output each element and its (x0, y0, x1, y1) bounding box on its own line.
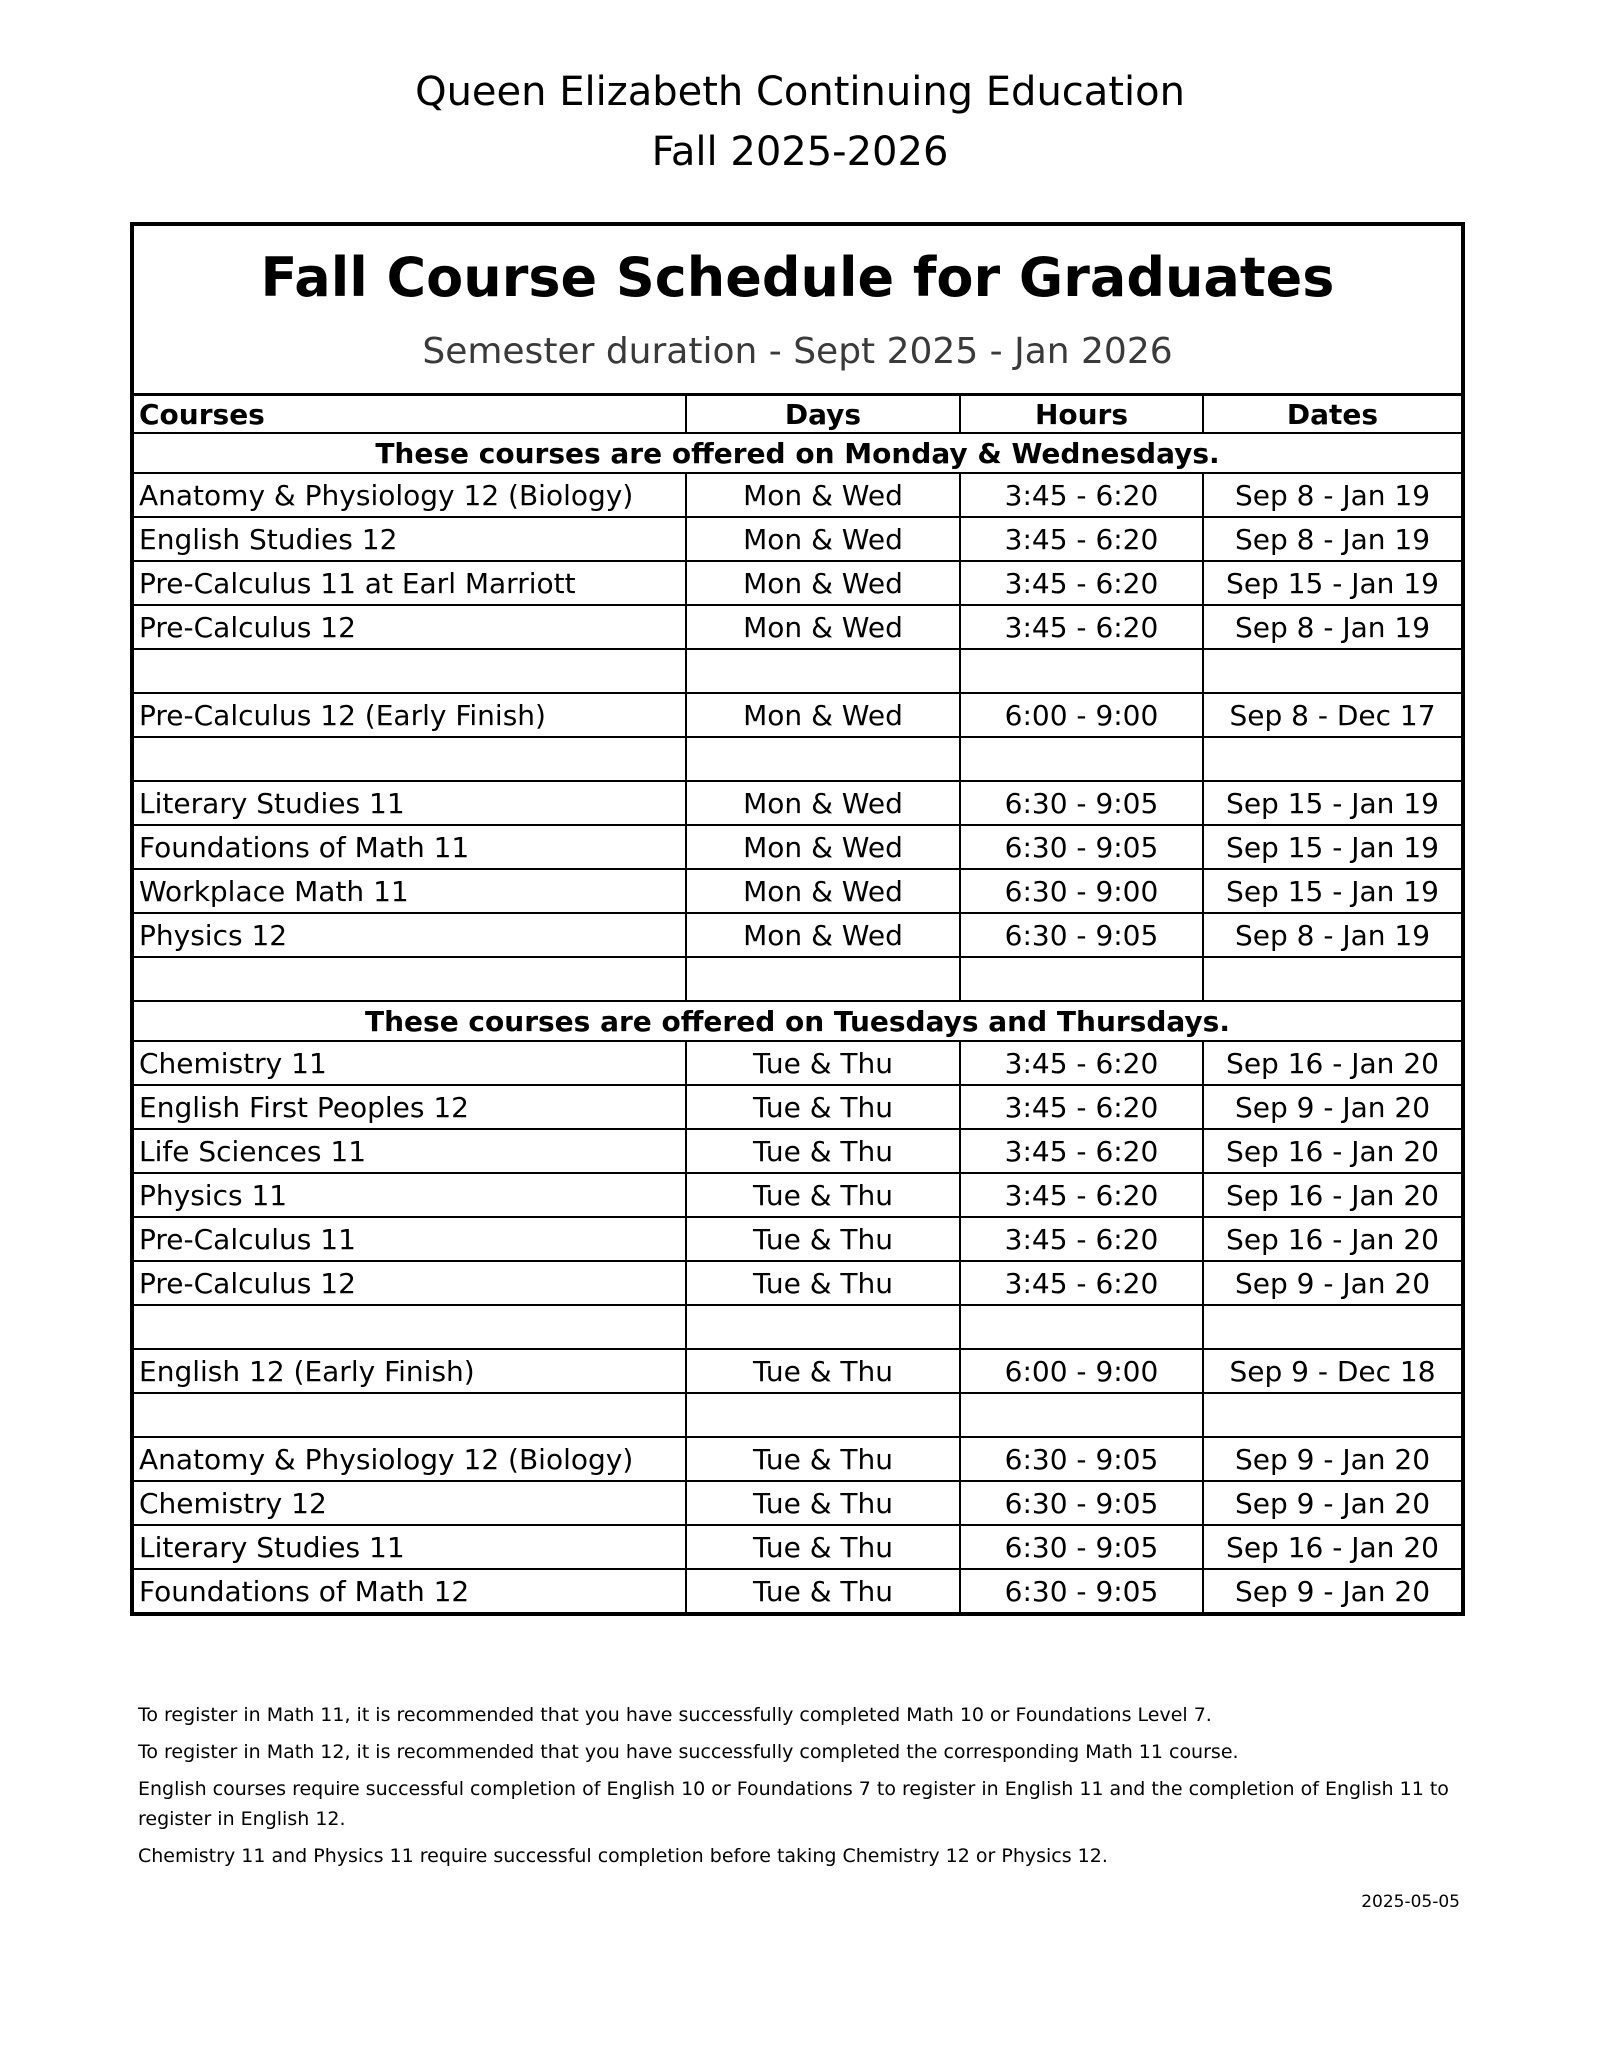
revision-date: 2025-05-05 (1361, 1892, 1460, 1912)
days-cell: Mon & Wed (686, 693, 960, 737)
blank-cell (960, 1305, 1203, 1349)
course-cell: Literary Studies 11 (134, 1525, 686, 1569)
blank-cell (1203, 957, 1461, 1001)
course-cell: Pre-Calculus 12 (134, 1261, 686, 1305)
dates-cell: Sep 15 - Jan 19 (1203, 825, 1461, 869)
days-cell: Tue & Thu (686, 1261, 960, 1305)
course-cell: Foundations of Math 11 (134, 825, 686, 869)
blank-cell (1203, 649, 1461, 693)
days-cell: Mon & Wed (686, 561, 960, 605)
course-cell: English Studies 12 (134, 517, 686, 561)
table-row (134, 1525, 1461, 1569)
column-header-dates: Dates (1203, 396, 1461, 433)
table-row (134, 1129, 1461, 1173)
course-cell: Pre-Calculus 12 (134, 605, 686, 649)
hours-cell: 6:30 - 9:00 (960, 869, 1203, 913)
semester-duration: Semester duration - Sept 2025 - Jan 2026 (422, 331, 1173, 372)
dates-cell: Sep 9 - Jan 20 (1203, 1437, 1461, 1481)
table-row (134, 913, 1461, 957)
table-row (134, 825, 1461, 869)
hours-cell: 3:45 - 6:20 (960, 1173, 1203, 1217)
table-row (134, 1217, 1461, 1261)
hours-cell: 6:30 - 9:05 (960, 1525, 1203, 1569)
column-header-days: Days (686, 396, 960, 433)
hours-cell: 3:45 - 6:20 (960, 1261, 1203, 1305)
note: Chemistry 11 and Physics 11 require successful completion before taking Chemistry 12 or Physics 12. (138, 1845, 1108, 1867)
days-cell: Mon & Wed (686, 869, 960, 913)
hours-cell: 6:30 - 9:05 (960, 781, 1203, 825)
dates-cell: Sep 16 - Jan 20 (1203, 1041, 1461, 1085)
days-cell: Tue & Thu (686, 1481, 960, 1525)
days-cell: Tue & Thu (686, 1085, 960, 1129)
section-header: These courses are offered on Monday & Wednesdays. (134, 433, 1461, 473)
course-cell: Chemistry 11 (134, 1041, 686, 1085)
blank-cell (1203, 1393, 1461, 1437)
hours-cell: 3:45 - 6:20 (960, 1085, 1203, 1129)
dates-cell: Sep 16 - Jan 20 (1203, 1129, 1461, 1173)
days-cell: Mon & Wed (686, 605, 960, 649)
dates-cell: Sep 16 - Jan 20 (1203, 1173, 1461, 1217)
course-cell: Anatomy & Physiology 12 (Biology) (134, 473, 686, 517)
hours-cell: 6:30 - 9:05 (960, 825, 1203, 869)
days-cell: Tue & Thu (686, 1173, 960, 1217)
section-header: These courses are offered on Tuesdays and Thursdays. (134, 1001, 1461, 1041)
course-cell: Workplace Math 11 (134, 869, 686, 913)
dates-cell: Sep 9 - Dec 18 (1203, 1349, 1461, 1393)
table-row (134, 517, 1461, 561)
dates-cell: Sep 9 - Jan 20 (1203, 1085, 1461, 1129)
dates-cell: Sep 8 - Jan 19 (1203, 473, 1461, 517)
days-cell: Tue & Thu (686, 1525, 960, 1569)
column-header-hours: Hours (960, 396, 1203, 433)
dates-cell: Sep 15 - Jan 19 (1203, 869, 1461, 913)
days-cell: Tue & Thu (686, 1041, 960, 1085)
dates-cell: Sep 8 - Dec 17 (1203, 693, 1461, 737)
schedule-title-area (134, 226, 1461, 396)
course-cell: Life Sciences 11 (134, 1129, 686, 1173)
blank-row (134, 1393, 1461, 1437)
note: English courses require successful completion of English 10 or Foundations 7 to register in English 11 and the completion of English 11 to register in English 12. (138, 1778, 1449, 1830)
hours-cell: 3:45 - 6:20 (960, 473, 1203, 517)
blank-cell (134, 1393, 686, 1437)
days-cell: Tue & Thu (686, 1437, 960, 1481)
days-cell: Tue & Thu (686, 1129, 960, 1173)
schedule-title: Fall Course Schedule for Graduates (260, 246, 1335, 309)
blank-cell (960, 957, 1203, 1001)
hours-cell: 6:30 - 9:05 (960, 1437, 1203, 1481)
blank-cell (960, 649, 1203, 693)
days-cell: Tue & Thu (686, 1217, 960, 1261)
dates-cell: Sep 15 - Jan 19 (1203, 561, 1461, 605)
blank-cell (1203, 1305, 1461, 1349)
days-cell: Mon & Wed (686, 517, 960, 561)
table-row (134, 473, 1461, 517)
course-cell: English First Peoples 12 (134, 1085, 686, 1129)
hours-cell: 3:45 - 6:20 (960, 1041, 1203, 1085)
table-header-row (134, 396, 1461, 433)
dates-cell: Sep 8 - Jan 19 (1203, 605, 1461, 649)
table-row (134, 1261, 1461, 1305)
course-cell: Foundations of Math 12 (134, 1569, 686, 1612)
hours-cell: 6:30 - 9:05 (960, 1569, 1203, 1612)
hours-cell: 6:30 - 9:05 (960, 1481, 1203, 1525)
blank-row (134, 649, 1461, 693)
table-row (134, 693, 1461, 737)
dates-cell: Sep 9 - Jan 20 (1203, 1481, 1461, 1525)
blank-cell (134, 957, 686, 1001)
dates-cell: Sep 16 - Jan 20 (1203, 1217, 1461, 1261)
document-header (0, 62, 1600, 182)
hours-cell: 6:00 - 9:00 (960, 1349, 1203, 1393)
hours-cell: 3:45 - 6:20 (960, 561, 1203, 605)
blank-row (134, 1305, 1461, 1349)
blank-cell (134, 649, 686, 693)
days-cell: Mon & Wed (686, 473, 960, 517)
dates-cell: Sep 16 - Jan 20 (1203, 1525, 1461, 1569)
blank-row (134, 957, 1461, 1001)
blank-cell (134, 1305, 686, 1349)
note: To register in Math 12, it is recommended that you have successfully completed the corresponding Math 11 course. (138, 1741, 1239, 1763)
course-cell: English 12 (Early Finish) (134, 1349, 686, 1393)
term-label: Fall 2025-2026 (651, 129, 949, 175)
dates-cell: Sep 9 - Jan 20 (1203, 1261, 1461, 1305)
column-header-courses: Courses (134, 396, 686, 433)
blank-cell (134, 737, 686, 781)
table-row (134, 561, 1461, 605)
blank-cell (960, 1393, 1203, 1437)
hours-cell: 3:45 - 6:20 (960, 517, 1203, 561)
note: To register in Math 11, it is recommended that you have successfully completed Math 10 or Foundations Level 7. (138, 1704, 1212, 1726)
hours-cell: 3:45 - 6:20 (960, 1217, 1203, 1261)
blank-cell (686, 1305, 960, 1349)
table-row (134, 1481, 1461, 1525)
school-name: Queen Elizabeth Continuing Education (415, 69, 1185, 115)
table-row (134, 1173, 1461, 1217)
blank-cell (686, 737, 960, 781)
schedule-body (134, 433, 1461, 1612)
blank-cell (960, 737, 1203, 781)
table-row (134, 869, 1461, 913)
schedule-table (134, 396, 1461, 1612)
dates-cell: Sep 8 - Jan 19 (1203, 517, 1461, 561)
section-header-row (134, 1001, 1461, 1041)
table-row (134, 1041, 1461, 1085)
course-cell: Physics 12 (134, 913, 686, 957)
registration-notes (138, 1700, 1468, 1878)
blank-cell (686, 957, 960, 1001)
dates-cell: Sep 8 - Jan 19 (1203, 913, 1461, 957)
days-cell: Tue & Thu (686, 1569, 960, 1612)
dates-cell: Sep 15 - Jan 19 (1203, 781, 1461, 825)
days-cell: Mon & Wed (686, 913, 960, 957)
dates-cell: Sep 9 - Jan 20 (1203, 1569, 1461, 1612)
schedule-table-container (130, 222, 1465, 1616)
hours-cell: 3:45 - 6:20 (960, 1129, 1203, 1173)
blank-cell (686, 649, 960, 693)
section-header-row (134, 433, 1461, 473)
table-row (134, 1569, 1461, 1612)
table-row (134, 1437, 1461, 1481)
course-cell: Physics 11 (134, 1173, 686, 1217)
course-cell: Literary Studies 11 (134, 781, 686, 825)
course-cell: Pre-Calculus 11 at Earl Marriott (134, 561, 686, 605)
table-row (134, 1349, 1461, 1393)
days-cell: Mon & Wed (686, 825, 960, 869)
blank-cell (1203, 737, 1461, 781)
table-row (134, 781, 1461, 825)
blank-cell (686, 1393, 960, 1437)
hours-cell: 3:45 - 6:20 (960, 605, 1203, 649)
hours-cell: 6:30 - 9:05 (960, 913, 1203, 957)
blank-row (134, 737, 1461, 781)
table-row (134, 1085, 1461, 1129)
course-cell: Chemistry 12 (134, 1481, 686, 1525)
course-cell: Anatomy & Physiology 12 (Biology) (134, 1437, 686, 1481)
course-cell: Pre-Calculus 11 (134, 1217, 686, 1261)
course-cell: Pre-Calculus 12 (Early Finish) (134, 693, 686, 737)
table-row (134, 605, 1461, 649)
days-cell: Mon & Wed (686, 781, 960, 825)
days-cell: Tue & Thu (686, 1349, 960, 1393)
hours-cell: 6:00 - 9:00 (960, 693, 1203, 737)
